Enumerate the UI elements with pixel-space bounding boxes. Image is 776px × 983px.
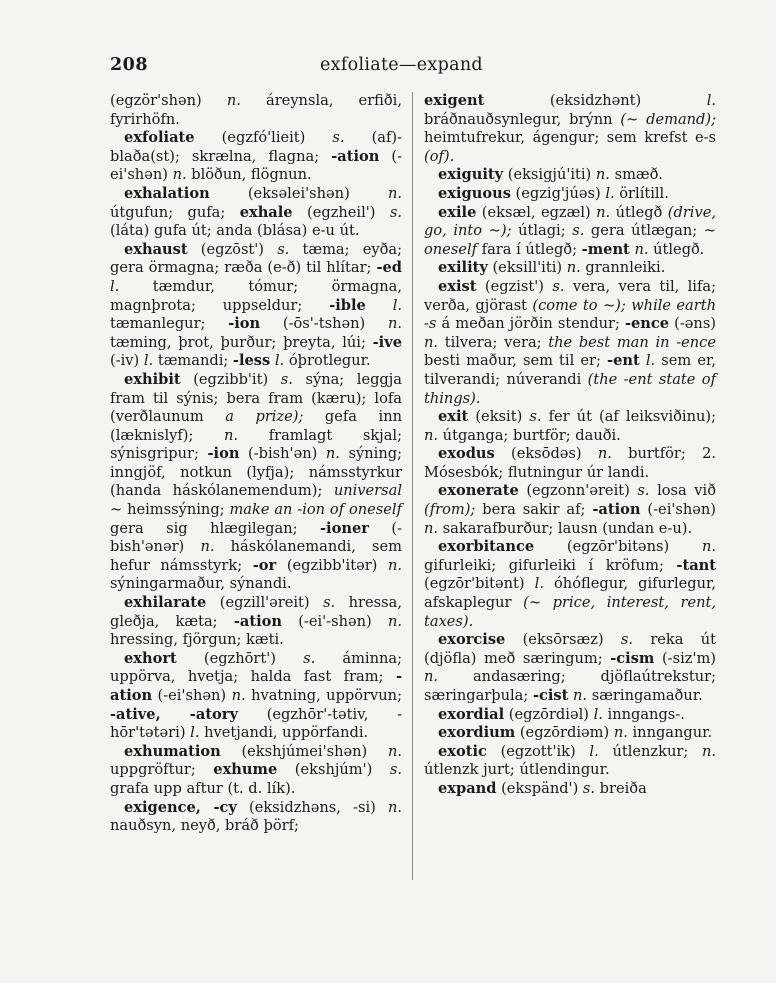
headword: -ed <box>376 259 402 277</box>
headword: exhibit <box>124 370 181 388</box>
part-of-speech: l. <box>392 296 402 314</box>
definition-text: sýning; inngjöf, notkun (lyfja); námsstyrkur (handa háskólanemendum); <box>110 445 402 500</box>
definition-text: (egzōr'bitəns) <box>534 538 702 556</box>
headword: exonerate <box>438 482 519 500</box>
dictionary-entry <box>424 204 716 260</box>
dictionary-entry <box>424 445 716 482</box>
part-of-speech: l. <box>274 352 285 370</box>
definition-text <box>366 297 393 314</box>
definition-text: (egzibb'it) <box>180 370 281 388</box>
dictionary-entry <box>110 594 402 650</box>
headword: expand <box>438 779 497 797</box>
headword: exodus <box>438 445 495 463</box>
headword: exhumation <box>124 742 221 760</box>
definition-text: gera útlægan; <box>584 222 704 240</box>
dictionary-entry <box>110 241 402 371</box>
definition-text: óþrotlegur. <box>284 352 371 370</box>
definition-text: (af)-blaða(st); skrælna, flagna; <box>110 129 402 165</box>
part-of-speech: n. <box>701 742 716 760</box>
part-of-speech: n. <box>597 445 612 463</box>
definition-text: (-siz'm) <box>654 649 716 667</box>
definition-text: örlítill. <box>614 184 669 202</box>
part-of-speech: l. <box>190 724 200 742</box>
definition-text: (egzill'əreit) <box>206 594 324 612</box>
dictionary-entry <box>424 538 716 631</box>
definition-text: sakarafburður; lausn (undan e-u). <box>438 519 693 537</box>
definition-text: (eksill'iti) <box>487 259 567 277</box>
definition-text: (-ei'shən) <box>152 687 232 704</box>
italic-phrase: make an -ion of oneself <box>229 501 402 519</box>
definition-text: (eksit) <box>468 408 530 426</box>
part-of-speech: l. <box>143 352 154 370</box>
headword: -ive <box>372 333 402 351</box>
definition-text: gefa inn (læknislyf); <box>110 408 402 444</box>
definition-text: bera sakir af; <box>475 501 593 519</box>
italic-phrase: universal ~ <box>110 482 402 519</box>
part-of-speech: n. <box>325 445 340 463</box>
definition-text: (egzheil') <box>292 203 390 221</box>
headword: exhort <box>124 649 177 667</box>
definition-text: útlenzk jurt; útlendingur. <box>424 761 610 779</box>
headword: -less <box>232 352 271 370</box>
definition-text: hressing, fjörgun; kæti. <box>110 631 284 649</box>
definition-text: (eksigjú'iti) <box>503 166 596 184</box>
dictionary-entry <box>424 259 716 278</box>
part-of-speech: n. <box>226 92 241 109</box>
definition-text: (egzig'júəs) <box>510 184 606 202</box>
definition-text: heimtufrekur, ágengur; sem krefst e-s <box>424 129 716 147</box>
definition-text: (ekspänd') <box>496 779 583 797</box>
part-of-speech: n. <box>387 184 402 202</box>
definition-text: vera, vera til, lifa; verða, gjörast <box>424 277 716 314</box>
definition-text: áminna; uppörva, hvetja; halda fast fram; <box>110 649 402 686</box>
definition-text: útlagi; <box>511 222 573 240</box>
definition-text: grannleiki. <box>580 259 666 277</box>
headword: -ence <box>624 315 670 333</box>
definition-text: bráðnauðsynlegur, brýnn <box>424 110 621 128</box>
dictionary-entry <box>424 706 716 725</box>
running-head: exfoliate—expand <box>320 55 483 75</box>
part-of-speech: n. <box>231 687 246 704</box>
definition-text: (egzibb'itər) <box>276 556 388 574</box>
part-of-speech: s. <box>572 222 585 240</box>
definition-text: tæming, þrot, þurður; þreyta, lúi; <box>110 333 373 351</box>
part-of-speech: n. <box>224 426 239 444</box>
headword: exiguity <box>438 166 504 184</box>
definition-text: (-bish'ənər) <box>110 519 403 556</box>
headword: -ation <box>592 501 641 519</box>
italic-phrase: (~ demand); <box>620 110 717 128</box>
definition-text: (eksəlei'shən) <box>209 184 388 202</box>
definition-text: sýningarmaður, sýnandi. <box>110 575 292 593</box>
definition-text: (egzōrdiəl) <box>504 705 594 723</box>
part-of-speech: l. <box>110 277 120 295</box>
part-of-speech: l. <box>605 184 615 202</box>
definition-text: (eksidzhənt) <box>484 92 707 109</box>
definition-text: uppgröftur; <box>110 761 214 779</box>
definition-text: (eksōdəs) <box>494 445 598 463</box>
definition-text: inngangur. <box>627 724 713 742</box>
italic-phrase: (from); <box>424 501 476 519</box>
dictionary-entry <box>424 166 716 185</box>
definition-text: blöðun, flögnun. <box>186 166 312 184</box>
definition-text: (ekshjúm') <box>277 761 390 779</box>
part-of-speech: n. <box>424 426 439 444</box>
definition-text: reka út (djöfla) með særingum; <box>424 631 717 667</box>
headword: exhaust <box>124 240 188 258</box>
part-of-speech: n. <box>613 724 628 742</box>
definition-text: (láta) gufa út; anda (blása) e-u út. <box>110 222 360 240</box>
definition-text: (ekshjúmei'shən) <box>220 742 388 760</box>
italic-phrase: while earth -s <box>424 296 717 333</box>
dictionary-entry <box>110 92 402 129</box>
headword: -ent <box>607 352 640 370</box>
part-of-speech: n. <box>596 203 611 221</box>
definition-text: losa við <box>649 482 716 500</box>
headword: exhume <box>213 761 278 779</box>
definition-text: tæmanlegur; <box>110 315 229 333</box>
italic-phrase: (the -ent state of things). <box>424 370 716 407</box>
headword: -cist <box>532 687 569 704</box>
headword: exhalation <box>124 184 210 202</box>
part-of-speech: n. <box>387 798 402 816</box>
page-number: 208 <box>110 55 149 75</box>
definition-text: útganga; burtför; dauði. <box>438 426 621 444</box>
part-of-speech: s. <box>277 240 290 258</box>
italic-phrase: (~ price, interest, rent, taxes). <box>424 594 717 630</box>
part-of-speech: l. <box>645 352 656 370</box>
part-of-speech: s. <box>552 277 565 295</box>
part-of-speech: s. <box>303 649 316 667</box>
dictionary-entry <box>424 724 716 743</box>
definition-text: gera sig hlægilegan; <box>110 519 320 537</box>
headword: -ation <box>233 612 282 630</box>
headword: exhale <box>239 203 293 221</box>
part-of-speech: n. <box>387 315 402 333</box>
headword: exigence, -cy <box>124 798 237 816</box>
definition-text: áreynsla, erfiði, fyrirhöfn. <box>110 92 402 128</box>
dictionary-entry <box>110 371 402 594</box>
definition-text: óhóflegur, gifurlegur, afskaplegur <box>424 575 716 612</box>
part-of-speech: l. <box>589 742 599 760</box>
headword: -or <box>252 556 277 574</box>
part-of-speech: s. <box>389 203 402 221</box>
definition-text: fara í útlegð; <box>477 240 582 258</box>
dictionary-entry <box>424 631 716 705</box>
definition-text: (egzhōrt') <box>176 649 304 667</box>
part-of-speech: n. <box>424 519 439 537</box>
headword: exordial <box>438 705 505 723</box>
definition-text: nauðsyn, neyð, bráð þörf; <box>110 817 299 835</box>
dictionary-entry <box>424 185 716 204</box>
definition-text: besti maður, sem til er; <box>424 352 608 370</box>
part-of-speech: l. <box>534 575 544 593</box>
headword: exhilarate <box>124 594 207 612</box>
dictionary-entry <box>424 278 716 408</box>
definition-text: tæma; eyða; gera örmagna; ræða (e-ð) til hlítar; <box>110 240 402 277</box>
dictionary-entry <box>110 129 402 185</box>
dictionary-entry <box>110 650 402 743</box>
definition-text: tæmandi; <box>153 352 233 370</box>
definition-text: hvetjandi, uppörfandi. <box>199 724 369 742</box>
headword: exiguous <box>438 184 511 202</box>
definition-text: (-ei'shən) <box>640 501 716 519</box>
headword: exist <box>438 277 477 295</box>
definition-text: útlegð <box>610 203 668 221</box>
dictionary-entry <box>110 743 402 799</box>
dictionary-entry <box>424 92 716 166</box>
definition-text: tæmdur, tómur; örmagna, magnþrota; uppseldur; <box>110 277 402 314</box>
headword: exility <box>438 259 488 277</box>
definition-text: (egzist') <box>476 277 553 295</box>
headword: -ment <box>581 240 630 258</box>
definition-text: útlegð. <box>648 240 705 258</box>
definition-text: (egzōrdiəm) <box>515 724 614 742</box>
italic-phrase: (of). <box>424 147 455 165</box>
headword: -ion <box>207 445 240 463</box>
part-of-speech: s. <box>582 779 596 797</box>
definition-text: fer út (af leiksviðinu); <box>541 408 716 426</box>
part-of-speech: n. <box>387 742 402 760</box>
column-divider <box>412 92 413 880</box>
part-of-speech: s. <box>529 408 542 426</box>
definition-text: framlagt skjal; sýnisgripur; <box>110 426 402 463</box>
headword: exile <box>438 203 477 221</box>
definition-text: útlenzkur; <box>598 742 702 760</box>
definition-text: (egzott'ik) <box>486 742 590 760</box>
part-of-speech: n. <box>634 240 649 258</box>
part-of-speech: n. <box>387 556 403 574</box>
headword: -ation <box>331 147 380 165</box>
definition-text: hressa, gleðja, kæta; <box>110 594 402 630</box>
headword: -ation <box>110 668 402 704</box>
dictionary-entry <box>424 408 716 445</box>
definition-text: særingamaður. <box>587 687 703 704</box>
part-of-speech: s. <box>332 129 345 147</box>
definition-text: sem er, tilverandi; núverandi <box>424 352 717 388</box>
dictionary-entry <box>110 185 402 241</box>
headword: -cism <box>610 649 655 667</box>
definition-text: (egzōst') <box>187 240 278 258</box>
part-of-speech: n. <box>200 538 215 556</box>
definition-text: sýna; leggja fram til sýnis; bera fram (kæru); lofa (verðlaunum <box>110 370 402 426</box>
definition-text: tilvera; vera; <box>438 333 549 351</box>
part-of-speech: s. <box>389 761 402 779</box>
definition-text: (egzhōr'-tətiv, -hōr'tətəri) <box>110 705 402 742</box>
definition-text: á meðan jörðin stendur; <box>436 315 625 333</box>
part-of-speech: n. <box>595 166 610 184</box>
definition-text: (-bish'ən) <box>239 445 326 463</box>
definition-text: útgufun; gufa; <box>110 203 240 221</box>
headword: exordium <box>438 724 516 742</box>
definition-text: hvatning, uppörvun; <box>245 687 402 704</box>
headword: -ative, -atory <box>110 705 238 723</box>
headword: -ion <box>228 315 261 333</box>
definition-text: (eksōrsæz) <box>505 631 621 649</box>
italic-phrase: the best man in -ence <box>548 333 716 351</box>
definition-text: breiða <box>595 779 647 797</box>
definition-text: (-ōs'-tshən) <box>260 315 388 333</box>
definition-text: (-ei'-shən) <box>281 612 388 630</box>
definition-text: (-ei'shən) <box>110 147 403 184</box>
headword: -ioner <box>320 519 369 537</box>
definition-text: andasæring; djöflaútrekstur; særingarþula; <box>424 668 716 704</box>
dictionary-entry <box>110 799 402 836</box>
part-of-speech: s. <box>323 594 336 612</box>
definition-text: smæð. <box>609 166 663 184</box>
dictionary-entry <box>424 743 716 780</box>
part-of-speech: n. <box>701 538 716 556</box>
italic-phrase: (come to ~); <box>532 296 626 314</box>
headword: exorbitance <box>438 538 535 556</box>
headword: -ible <box>329 296 366 314</box>
part-of-speech: n. <box>424 333 439 351</box>
headword: -tant <box>676 556 716 574</box>
part-of-speech: l. <box>706 92 716 109</box>
definition-text: burtför; 2. Mósesbók; flutningur úr landi. <box>424 445 716 481</box>
headword: exigent <box>424 92 485 109</box>
headword: exotic <box>438 742 487 760</box>
dictionary-entry <box>424 482 716 538</box>
definition-text: (egzonn'əreit) <box>518 482 638 500</box>
definition-text: (eksidzhəns, -si) <box>236 798 388 816</box>
definition-text: (egzör'shən) <box>110 92 227 109</box>
definition-text: grafa upp aftur (t. d. lík). <box>110 779 296 797</box>
left-column <box>110 92 402 836</box>
definition-text: háskólanemandi, sem hefur námsstyrk; <box>110 538 403 574</box>
italic-phrase: ~ oneself <box>424 222 716 258</box>
definition-text: (egzōr'bitənt) <box>424 575 535 593</box>
definition-text: (egzfó'lieit) <box>194 129 333 147</box>
definition-text: gifurleiki; gifurleiki í kröfum; <box>424 556 677 574</box>
part-of-speech: n. <box>424 668 439 686</box>
part-of-speech: s. <box>637 482 650 500</box>
page-header <box>110 55 718 79</box>
part-of-speech: n. <box>566 259 581 277</box>
part-of-speech: l. <box>593 705 603 723</box>
part-of-speech: n. <box>573 687 588 704</box>
part-of-speech: n. <box>387 612 402 630</box>
part-of-speech: s. <box>620 631 634 649</box>
definition-text: (eksæl, egzæl) <box>476 203 597 221</box>
headword: exorcise <box>438 631 506 649</box>
definition-text: (-iv) <box>110 352 144 370</box>
definition-text: (-əns) <box>669 315 717 333</box>
right-column <box>424 92 716 799</box>
definition-text: inngangs-. <box>602 705 685 723</box>
italic-phrase: (drive, go, into ~); <box>424 203 716 240</box>
headword: exit <box>438 408 469 426</box>
part-of-speech: s. <box>280 370 293 388</box>
headword: exfoliate <box>124 129 195 147</box>
dictionary-entry <box>424 780 716 799</box>
definition-text: heimssýning; <box>122 501 230 519</box>
italic-phrase: a prize); <box>225 408 304 426</box>
part-of-speech: n. <box>172 166 187 184</box>
